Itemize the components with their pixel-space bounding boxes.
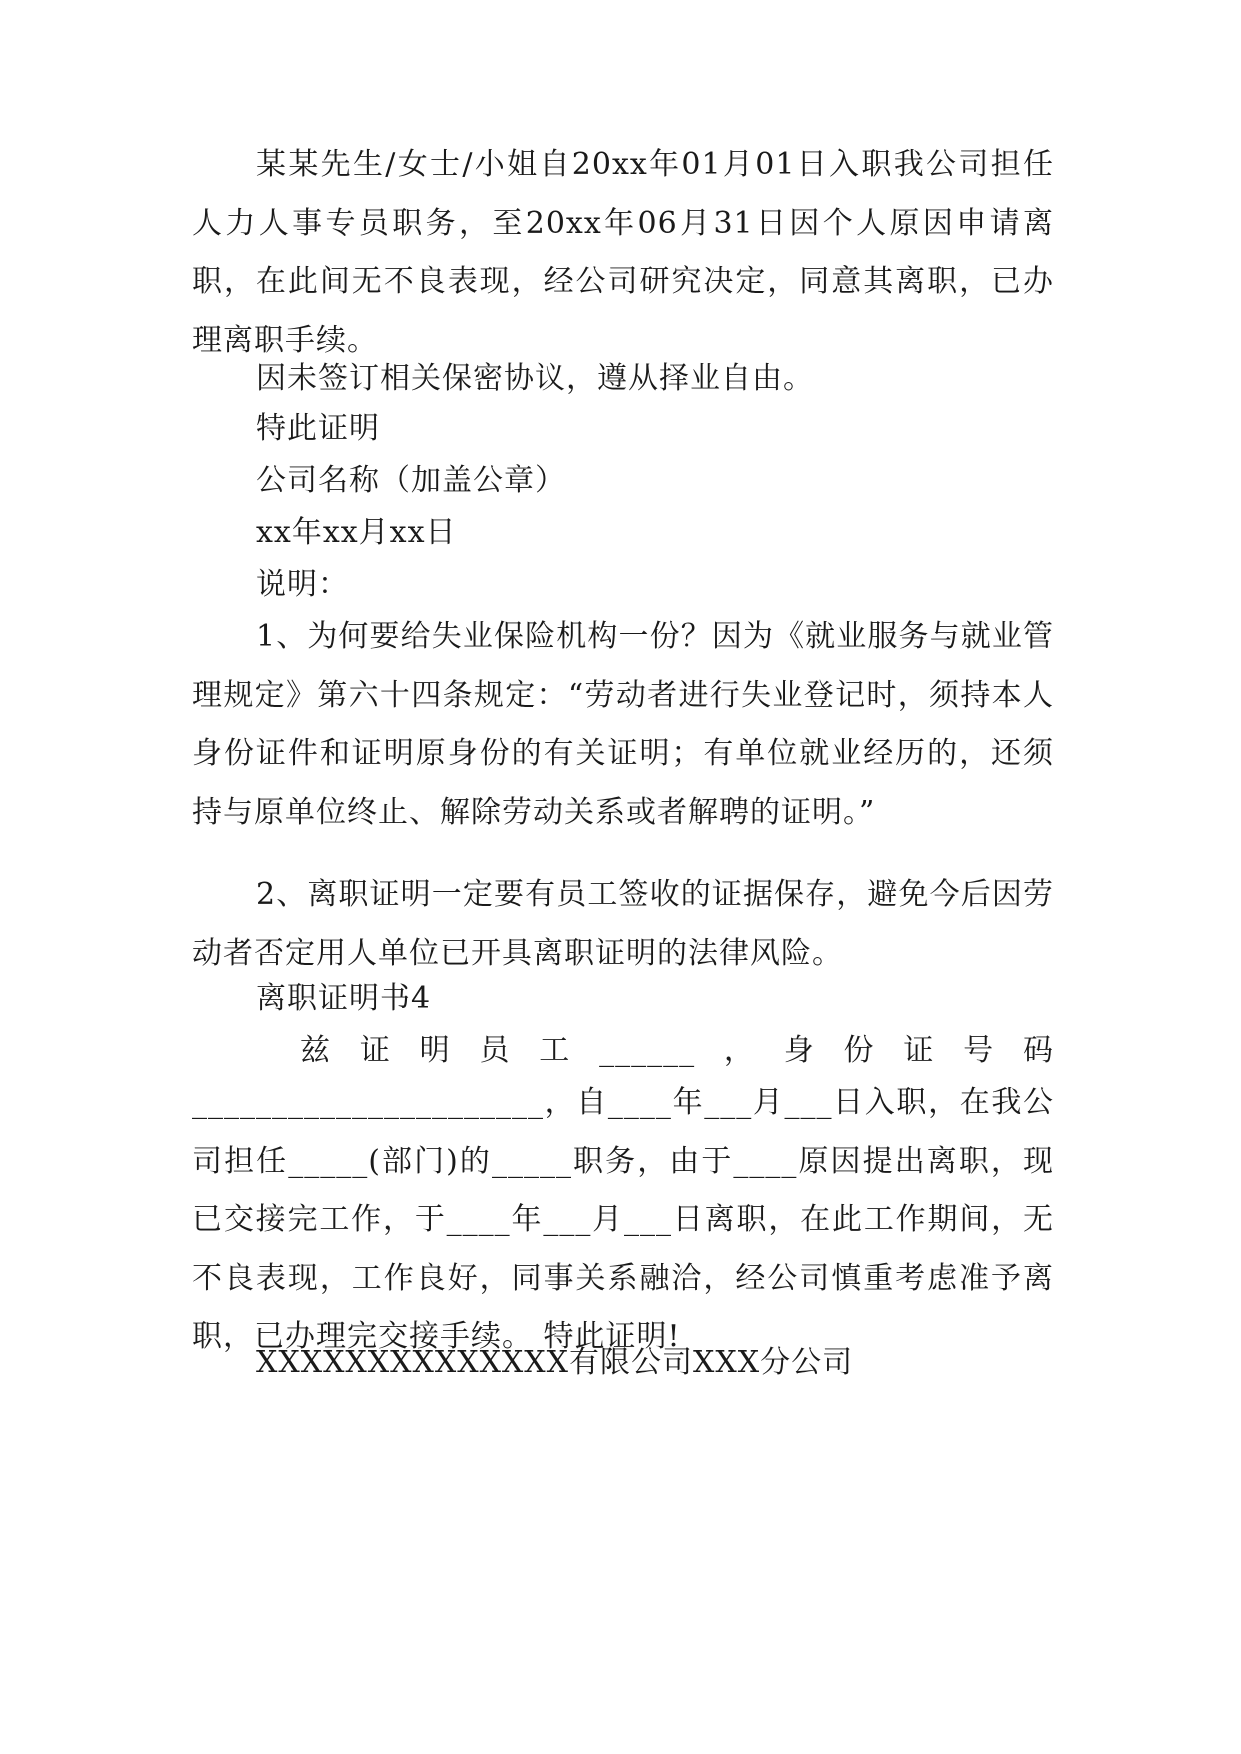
notes-heading: 说明： bbox=[256, 567, 349, 602]
certify-text: 特此证明 bbox=[256, 411, 380, 446]
paragraph-confidentiality: 因未签订相关保密协议，遵从择业自由。 bbox=[256, 361, 814, 396]
date-line: xx年xx月xx日 bbox=[256, 515, 457, 550]
note-item-2: 2、离职证明一定要有员工签收的证据保存，避免今后因劳动者否定用人单位已开具离职证明的法律风险。 bbox=[192, 877, 1054, 971]
paragraph-intro: 某某先生/女士/小姐自20xx年01月01日入职我公司担任人力人事专员职务，至20xx年06月31日因个人原因申请离职，在此间无不良表现，经公司研究决定，同意其离职，已办理离职手续。 bbox=[192, 147, 1054, 358]
company-branch-name: XXXXXXXXXXXXXX有限公司XXX分公司 bbox=[256, 1345, 854, 1380]
certificate-first-line: 兹证明员工______，身份证号码 bbox=[300, 1033, 1054, 1068]
certificate-body: ______________________，自____年___月___日入职，在我公司担任_____(部门)的_____职务，由于____原因提出离职，现已交接完工作，于____年___月___日离职，在此工作期间，无不良表现，工作良好，同事关系融洽，经公司慎重考虑准予离职，已办理完交接手续。 特此证明! bbox=[192, 1085, 1054, 1354]
note-item-1: 1、为何要给失业保险机构一份？因为《就业服务与就业管理规定》第六十四条规定：“劳动者进行失业登记时，须持本人身份证件和证明原身份的有关证明；有单位就业经历的，还须持与原单位终止、解除劳动关系或者解聘的证明。” bbox=[192, 619, 1054, 830]
section-title: 离职证明书4 bbox=[256, 981, 432, 1016]
company-name-seal: 公司名称（加盖公章） bbox=[256, 463, 566, 498]
